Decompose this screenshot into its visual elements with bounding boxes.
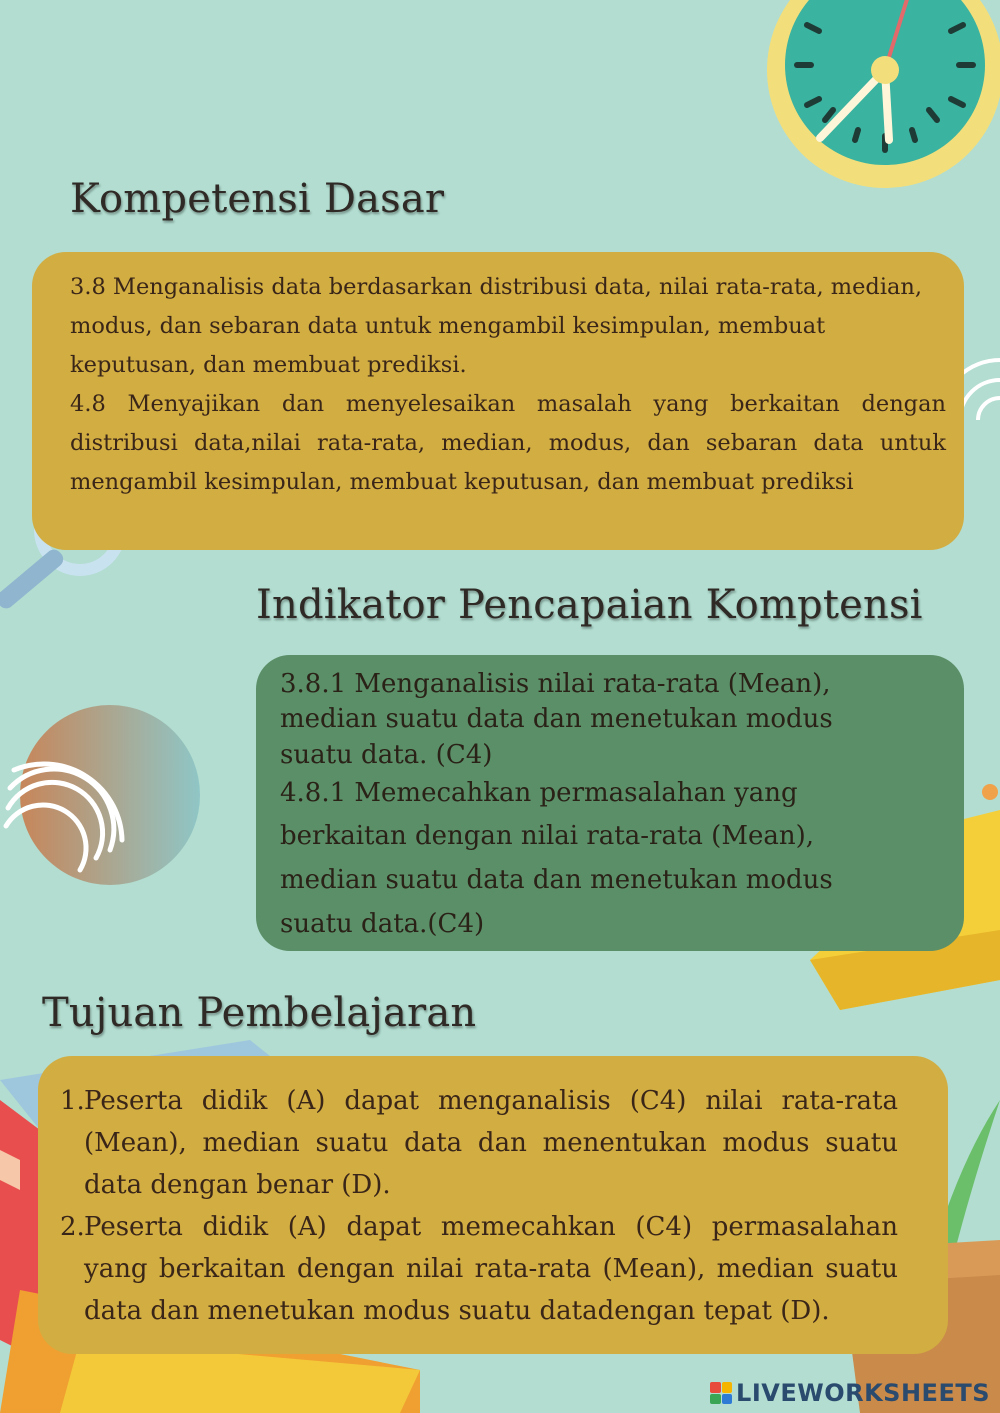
tujuan-item-number: 2. (60, 1212, 85, 1242)
tujuan-item-text: Peserta didik (A) dapat menganalisis (C4) nilai rata-rata (Mean), median suatu data dan menentukan modus suatu data dengan benar (D). (84, 1086, 898, 1200)
tujuan-item (60, 1080, 898, 1206)
watermark-text: LIVEWORKSHEETS (736, 1379, 990, 1407)
tujuan-item-text: Peserta didik (A) dapat memecahkan (C4) permasalahan yang berkaitan dengan nilai rata-rata (Mean), median suatu data dan menetukan modus suatu datadengan tepat (D). (84, 1212, 898, 1326)
indikator-line: berkaitan dengan nilai rata-rata (Mean), (280, 821, 814, 851)
indikator-line: 3.8.1 Menganalisis nilai rata-rata (Mean), (280, 669, 831, 699)
kompetensi-dasar-heading: Kompetensi Dasar (70, 176, 445, 222)
kompetensi-item: 4.8 Menyajikan dan menyelesaikan masalah yang berkaitan dengan distribusi data,nilai rata-rata, median, modus, dan sebaran data untuk mengambil kesimpulan, membuat keputusan, dan membuat prediksi (70, 391, 946, 495)
indikator-line: 4.8.1 Memecahkan permasalahan yang (280, 778, 798, 808)
indikator-box (256, 655, 964, 951)
kompetensi-dasar-box (32, 252, 964, 550)
tujuan-item (60, 1206, 898, 1332)
gradient-circle-decoration (0, 700, 210, 910)
kompetensi-item: 3.8 Menganalisis data berdasarkan distribusi data, nilai rata-rata, median, modus, dan sebaran data untuk mengambil kesimpulan, membuat keputusan, dan membuat prediksi. (70, 274, 923, 378)
clock-icon (735, 0, 1000, 235)
tujuan-heading: Tujuan Pembelajaran (42, 990, 477, 1036)
indikator-line: median suatu data dan menetukan modus (280, 865, 833, 895)
tujuan-box (38, 1056, 948, 1354)
indikator-heading: Indikator Pencapaian Komptensi (256, 582, 923, 628)
liveworksheets-watermark (710, 1379, 990, 1407)
tujuan-list (60, 1080, 898, 1332)
liveworksheets-logo-icon (710, 1382, 732, 1404)
indikator-line: suatu data. (C4) (280, 740, 493, 770)
indikator-line: median suatu data dan menetukan modus (280, 704, 833, 734)
indikator-line: suatu data.(C4) (280, 909, 485, 939)
tujuan-item-number: 1. (60, 1086, 85, 1116)
